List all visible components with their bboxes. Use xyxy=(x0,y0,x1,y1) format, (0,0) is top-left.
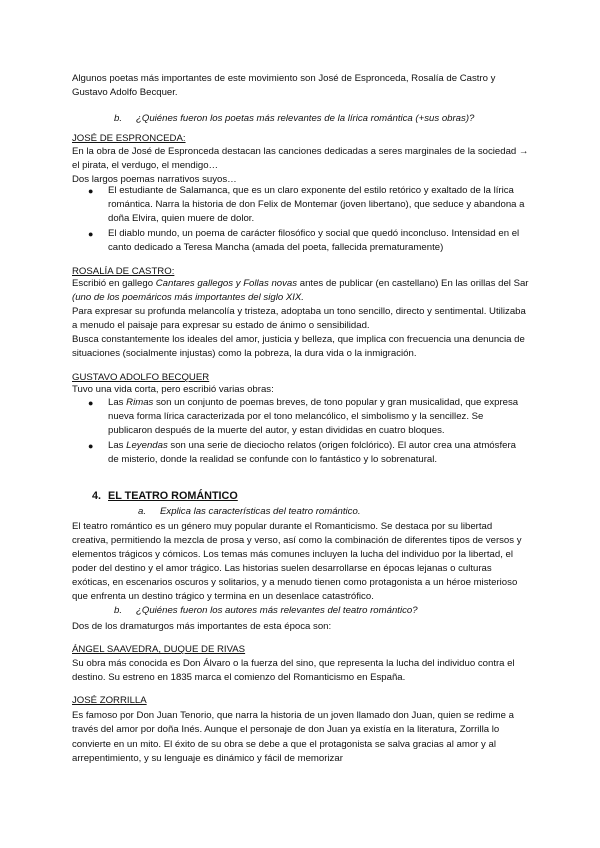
bullet-icon: ● xyxy=(88,186,94,196)
list-item: ● El diablo mundo, un poema de carácter filosófico y social que quedó inconcluso. Intensidad en el canto dedicado a Teresa Mancha (amada del poeta, fallecida prematuramente) xyxy=(88,227,520,253)
section-number: 4. xyxy=(92,490,102,502)
heading-rivas: ÁNGEL SAAVEDRA, DUQUE DE RIVAS xyxy=(72,644,246,655)
heading-zorrilla: JOSÉ ZORRILLA xyxy=(72,695,147,706)
question-teatro-a xyxy=(138,505,361,519)
bullet-icon: ● xyxy=(88,440,94,451)
bullet-icon: ● xyxy=(88,228,94,239)
question-text: ¿Quiénes fueron los autores más relevantes del teatro romántico? xyxy=(136,605,418,616)
question-teatro-b xyxy=(114,604,418,618)
teatro-paragraph: El teatro romántico es un género muy popular durante el Romanticismo. Se destaca por su libertad creativa, permitiendo la mezcla de prosa y verso, así como la combinación de diferentes tipos de versos y elementos trágicos y cómicos. Los temas más comunes incluyen la lucha del individuo por la libertad, el poder del destino y el amor trágico. Las historias suelen desarrollarse en épocas lejanas o culturas exóticas, en escenarios oscuros y solitarios, y a menudo tienen como protagonista a un héroe misterioso que enfrenta un destino trágico y termina en un desenlace catastrófico. xyxy=(72,521,522,602)
heading-espronceda: JOSÉ DE ESPRONCEDA: xyxy=(72,133,186,144)
bullet-icon: ● xyxy=(88,398,94,408)
teatro-paragraph-2: Dos de los dramaturgos más importantes de esta época son: xyxy=(72,621,332,632)
rosalia-paragraph-2: Para expresar su profunda melancolía y tristeza, adoptaba un tono sencillo, directo y sentimental. Utilizaba a menudo el paisaje para expresar su estado de ánimo o sensibilidad. xyxy=(72,306,526,332)
espronceda-paragraph: En la obra de José de Espronceda destacan las canciones dedicadas a seres marginales de la sociedad → el pirata, el verdugo, el mendigo… xyxy=(72,146,529,172)
question-poets xyxy=(114,112,474,126)
espronceda-list xyxy=(88,184,528,255)
list-item: ● El estudiante de Salamanca, que es un claro exponente del estilo retórico y exaltado de la lírica romántica. Narra la historia de don Felix de Montemar (joven libertano), que seduce y abandona a doña Elvira, quien muere de dolor. xyxy=(88,185,525,225)
question-text: Explica las características del teatro romántico. xyxy=(160,506,361,517)
question-label: a. xyxy=(138,506,147,517)
rosalia-paragraph: Escribió en gallego Cantares gallegos y Follas novas antes de publicar (en castellano) En las orillas del Sar (uno de los poemáricos más importantes del siglo XIX. xyxy=(72,278,529,304)
rivas-paragraph: Su obra más conocida es Don Álvaro o la fuerza del sino, que representa la lucha del individuo contra el destino. Su estreno en 1835 marca el comienzo del Romanticismo en España. xyxy=(72,658,515,684)
question-label: b. xyxy=(114,605,123,616)
heading-rosalia: ROSALÍA DE CASTRO: xyxy=(72,266,175,277)
intro-paragraph: Algunos poetas más importantes de este movimiento son José de Espronceda, Rosalía de Castro y Gustavo Adolfo Becquer. xyxy=(72,73,496,99)
section-heading-teatro xyxy=(92,490,238,502)
becquer-paragraph: Tuvo una vida corta, pero escribió varias obras: xyxy=(72,384,274,395)
section-title: EL TEATRO ROMÁNTICO xyxy=(108,490,238,502)
question-text: ¿Quiénes fueron los poetas más relevantes de la lírica romántica (+sus obras)? xyxy=(136,113,475,124)
list-item: ● Las Rimas son un conjunto de poemas breves, de tono popular y gran musicalidad, que expresa nueva forma lírica caracterizada por el tono melancólico, el simbolismo y la sencillez. Se publicaron después de la muerte del autor, y estan divididas en cuatro bloques. xyxy=(88,397,519,437)
becquer-list xyxy=(88,396,528,467)
question-label: b. xyxy=(114,113,123,124)
list-item: ● Las Leyendas son una serie de dieciocho relatos (origen folclórico). El autor crea una atmósfera de misterio, donde la realidad se confunde con lo fantástico y lo sobrenatural. xyxy=(88,439,516,465)
zorrilla-paragraph: Es famoso por Don Juan Tenorio, que narra la historia de un joven llamado don Juan, quien se redime a través del amor por doña Inés. Aunque el personaje de don Juan ya existía en la literatura, Zorrilla lo convierte en un mito. El éxito de su obra se debe a que el protagonista se salva gracias al amor y al arrepentimiento, y su lenguaje es dinámico y fácil de memorizar xyxy=(72,710,514,764)
rosalia-paragraph-3: Busca constantemente los ideales del amor, justicia y belleza, que implica con frecuencia una denuncia de situaciones (socialmente injustas) como la pobreza, la dura vida o la inmigración. xyxy=(72,334,525,360)
espronceda-paragraph-2: Dos largos poemas narrativos suyos… xyxy=(72,174,237,185)
heading-becquer: GUSTAVO ADOLFO BECQUER xyxy=(72,372,210,383)
